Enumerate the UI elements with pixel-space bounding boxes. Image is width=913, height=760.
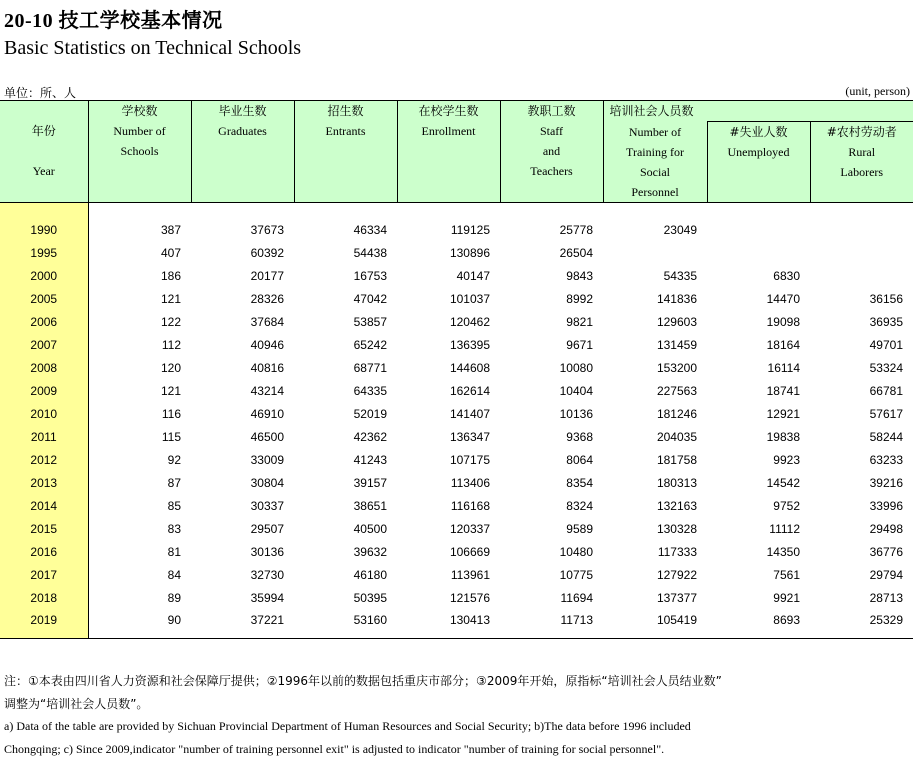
header-training-group xyxy=(603,101,913,122)
header-graduates-en: Graduates xyxy=(218,124,267,138)
cell-entrants: 50395 xyxy=(353,591,387,605)
cell-training: 129603 xyxy=(656,315,697,329)
cell-unemployed: 19098 xyxy=(766,315,800,329)
table-row xyxy=(0,357,913,380)
cell-graduates: 28326 xyxy=(250,292,284,306)
cell-schools: 387 xyxy=(160,223,181,237)
header-entrants-en: Entrants xyxy=(325,124,366,138)
cell-rural: 33996 xyxy=(869,499,903,513)
cell-entrants: 40500 xyxy=(353,522,387,536)
cell-training: 204035 xyxy=(656,430,697,444)
table-row xyxy=(0,472,913,495)
header-schools-cn: 学校数 xyxy=(121,104,158,118)
cell-enrollment: 144608 xyxy=(449,361,490,375)
cell-schools: 112 xyxy=(161,338,181,352)
cell-staff: 11694 xyxy=(560,591,593,605)
header-staff-cn: 教职工数 xyxy=(527,104,576,118)
cell-schools: 87 xyxy=(167,476,181,490)
cell-unemployed: 19838 xyxy=(766,430,800,444)
header-enrollment xyxy=(397,101,500,203)
cell-rural xyxy=(810,265,913,288)
table-row xyxy=(0,219,913,242)
table-row xyxy=(0,541,913,564)
cell-enrollment: 120337 xyxy=(449,522,490,536)
table-row xyxy=(0,334,913,357)
cell-schools: 83 xyxy=(167,522,181,536)
cell-entrants: 64335 xyxy=(353,384,387,398)
cell-entrants: 47042 xyxy=(353,292,387,306)
cell-training: 227563 xyxy=(656,384,697,398)
cell-training: 117333 xyxy=(657,545,697,559)
cell-entrants: 39632 xyxy=(353,545,387,559)
table-row xyxy=(0,449,913,472)
note-cn-line-1: 注：①本表由四川省人力资源和社会保障厅提供；②1996年以前的数据包括重庆市部分；③2009年开始，原指标“培训社会人员结业数” xyxy=(4,674,722,688)
cell-enrollment: 107175 xyxy=(449,453,490,467)
cell-year: 2008 xyxy=(0,357,88,380)
cell-training: 137377 xyxy=(656,591,697,605)
note-en-line-2: Chongqing; c) Since 2009,indicator "number of training personnel exit" is adjusted to indicator "number of training for social personnel". xyxy=(4,742,665,756)
header-staff xyxy=(500,101,603,203)
cell-year: 2013 xyxy=(0,472,88,495)
cell-year: 1995 xyxy=(0,242,88,265)
table-row xyxy=(0,380,913,403)
cell-staff: 9368 xyxy=(566,430,593,444)
cell-enrollment: 119125 xyxy=(450,223,490,237)
header-schools-en1: Number of xyxy=(113,124,166,138)
cell-entrants: 53857 xyxy=(353,315,387,329)
header-training-group-cn: 培训社会人员数 xyxy=(609,104,694,118)
cell-training: 181246 xyxy=(656,407,697,421)
header-training xyxy=(603,122,707,203)
cell-graduates: 29507 xyxy=(250,522,284,536)
cell-rural: 29794 xyxy=(869,568,903,582)
cell-training: 141836 xyxy=(656,292,697,306)
header-staff-en1: Staff xyxy=(539,124,564,138)
page-title-cn: 20-10 技工学校基本情况 xyxy=(4,10,223,32)
page-title-en: Basic Statistics on Technical Schools xyxy=(4,37,302,59)
spacer-cell xyxy=(88,202,913,219)
cell-schools: 116 xyxy=(161,407,181,421)
cell-entrants: 42362 xyxy=(353,430,387,444)
cell-graduates: 40946 xyxy=(250,338,284,352)
cell-schools: 85 xyxy=(167,499,181,513)
statistics-table-container xyxy=(0,100,913,639)
cell-graduates: 43214 xyxy=(250,384,284,398)
header-graduates-cn: 毕业生数 xyxy=(218,104,267,118)
cell-staff: 8354 xyxy=(566,476,593,490)
cell-rural: 63233 xyxy=(869,453,903,467)
cell-entrants: 46180 xyxy=(353,568,387,582)
cell-graduates: 30804 xyxy=(250,476,284,490)
table-row xyxy=(0,403,913,426)
header-graduates xyxy=(191,101,294,203)
header-staff-en2: and xyxy=(542,144,561,158)
cell-rural: 25329 xyxy=(810,610,913,639)
cell-enrollment: 113961 xyxy=(450,568,490,582)
cell-year: 1990 xyxy=(0,219,88,242)
cell-schools: 81 xyxy=(167,545,181,559)
cell-unemployed: 11112 xyxy=(769,522,800,536)
table-body xyxy=(0,202,913,638)
note-en-line-1: a) Data of the table are provided by Sichuan Provincial Department of Human Resources and Social Security; b)The data before 1996 included xyxy=(4,719,691,733)
header-enrollment-en: Enrollment xyxy=(421,124,476,138)
cell-staff: 10404 xyxy=(559,384,593,398)
cell-unemployed: 9752 xyxy=(773,499,800,513)
cell-rural: 66781 xyxy=(869,384,903,398)
cell-unemployed: 6830 xyxy=(773,269,800,283)
header-rural-cn: #农村劳动者 xyxy=(826,125,897,139)
cell-staff: 9843 xyxy=(566,269,593,283)
table-row xyxy=(0,610,913,639)
cell-graduates: 20177 xyxy=(250,269,284,283)
cell-staff: 10080 xyxy=(559,361,593,375)
cell-enrollment: 113406 xyxy=(450,476,490,490)
table-row xyxy=(0,311,913,334)
cell-entrants: 41243 xyxy=(353,453,387,467)
table-row xyxy=(0,288,913,311)
cell-entrants: 16753 xyxy=(353,269,387,283)
cell-schools: 186 xyxy=(160,269,181,283)
statistics-table xyxy=(0,100,913,639)
cell-staff: 26504 xyxy=(559,246,593,260)
cell-graduates: 60392 xyxy=(250,246,284,260)
cell-entrants: 54438 xyxy=(353,246,387,260)
cell-rural xyxy=(810,219,913,242)
cell-unemployed: 18741 xyxy=(766,384,800,398)
cell-training: 153200 xyxy=(656,361,697,375)
cell-training: 181758 xyxy=(656,453,697,467)
cell-training xyxy=(603,242,707,265)
table-row xyxy=(0,518,913,541)
cell-unemployed: 14470 xyxy=(766,292,800,306)
cell-enrollment: 162614 xyxy=(449,384,490,398)
cell-year: 2017 xyxy=(0,564,88,587)
cell-entrants: 52019 xyxy=(353,407,387,421)
unit-label-en: (unit, person) xyxy=(845,84,910,98)
cell-staff: 9821 xyxy=(566,315,593,329)
cell-training: 54335 xyxy=(663,269,697,283)
header-year-en: Year xyxy=(32,164,55,179)
cell-entrants: 38651 xyxy=(353,499,387,513)
cell-enrollment: 121576 xyxy=(449,591,490,605)
header-unemployed-en: Unemployed xyxy=(727,145,790,159)
cell-enrollment: 141407 xyxy=(449,407,490,421)
cell-year: 2012 xyxy=(0,449,88,472)
cell-rural: 29498 xyxy=(869,522,903,536)
cell-graduates: 46910 xyxy=(250,407,284,421)
cell-enrollment: 130413 xyxy=(397,610,500,639)
cell-year: 2005 xyxy=(0,288,88,311)
cell-year: 2007 xyxy=(0,334,88,357)
cell-training: 132163 xyxy=(656,499,697,513)
cell-unemployed xyxy=(707,242,810,265)
cell-year: 2014 xyxy=(0,495,88,518)
header-training-en4: Personnel xyxy=(631,184,679,199)
cell-staff: 8064 xyxy=(566,453,593,467)
cell-unemployed: 9921 xyxy=(773,591,800,605)
cell-rural: 36156 xyxy=(869,292,903,306)
header-unemployed xyxy=(707,122,810,203)
cell-enrollment: 40147 xyxy=(456,269,490,283)
cell-schools: 407 xyxy=(160,246,181,260)
cell-staff: 9671 xyxy=(566,338,593,352)
cell-graduates: 30337 xyxy=(250,499,284,513)
cell-enrollment: 101037 xyxy=(449,292,490,306)
header-training-en1: Number of xyxy=(628,124,682,139)
cell-staff: 11713 xyxy=(500,610,603,639)
cell-year: 2018 xyxy=(0,587,88,610)
header-staff-en3: Teachers xyxy=(530,164,573,178)
cell-unemployed: 9923 xyxy=(773,453,800,467)
cell-unemployed xyxy=(707,219,810,242)
cell-year: 2000 xyxy=(0,265,88,288)
cell-training: 180313 xyxy=(656,476,697,490)
cell-unemployed: 14542 xyxy=(766,476,800,490)
unit-label-cn: 单位：所、人 xyxy=(4,86,77,100)
cell-graduates: 37221 xyxy=(191,610,294,639)
cell-year: 2006 xyxy=(0,311,88,334)
cell-staff: 10775 xyxy=(559,568,593,582)
header-year xyxy=(0,101,88,203)
header-row xyxy=(0,101,913,122)
header-enrollment-cn: 在校学生数 xyxy=(418,104,479,118)
cell-graduates: 40816 xyxy=(250,361,284,375)
spacer-year-cell xyxy=(0,202,88,219)
cell-schools: 121 xyxy=(160,292,181,306)
cell-rural: 58244 xyxy=(869,430,903,444)
cell-schools: 84 xyxy=(167,568,181,582)
cell-year: 2019 xyxy=(0,610,88,639)
cell-unemployed: 7561 xyxy=(773,568,800,582)
cell-training: 127922 xyxy=(656,568,697,582)
cell-unemployed: 14350 xyxy=(766,545,800,559)
cell-entrants: 65242 xyxy=(353,338,387,352)
cell-graduates: 32730 xyxy=(250,568,284,582)
cell-rural: 57617 xyxy=(869,407,903,421)
table-row xyxy=(0,587,913,610)
cell-schools: 90 xyxy=(88,610,191,639)
cell-schools: 115 xyxy=(161,430,181,444)
table-row xyxy=(0,242,913,265)
cell-year: 2011 xyxy=(0,426,88,449)
header-entrants xyxy=(294,101,397,203)
cell-rural: 36776 xyxy=(869,545,903,559)
cell-staff: 9589 xyxy=(566,522,593,536)
header-training-en2: Training for xyxy=(626,144,684,159)
cell-graduates: 46500 xyxy=(250,430,284,444)
cell-schools: 120 xyxy=(160,361,181,375)
cell-graduates: 37684 xyxy=(250,315,284,329)
cell-unemployed: 8693 xyxy=(707,610,810,639)
header-entrants-cn: 招生数 xyxy=(327,104,364,118)
cell-year: 2010 xyxy=(0,403,88,426)
cell-staff: 25778 xyxy=(559,223,593,237)
cell-year: 2015 xyxy=(0,518,88,541)
cell-enrollment: 136347 xyxy=(449,430,490,444)
cell-rural: 28713 xyxy=(869,591,903,605)
cell-rural xyxy=(810,242,913,265)
cell-entrants: 68771 xyxy=(353,361,387,375)
cell-staff: 10136 xyxy=(559,407,593,421)
cell-rural: 49701 xyxy=(869,338,903,352)
cell-enrollment: 130896 xyxy=(449,246,490,260)
cell-graduates: 33009 xyxy=(250,453,284,467)
cell-unemployed: 12921 xyxy=(766,407,800,421)
cell-entrants: 53160 xyxy=(294,610,397,639)
header-training-en3: Social xyxy=(640,164,670,179)
header-unemployed-cn: #失业人数 xyxy=(729,125,788,139)
cell-rural: 53324 xyxy=(869,361,903,375)
cell-enrollment: 136395 xyxy=(449,338,490,352)
cell-rural: 39216 xyxy=(869,476,903,490)
cell-graduates: 30136 xyxy=(250,545,284,559)
header-rural-en1: Rural xyxy=(848,145,876,159)
cell-enrollment: 116168 xyxy=(450,499,490,513)
table-spacer-row xyxy=(0,202,913,219)
cell-training: 105419 xyxy=(603,610,707,639)
header-schools xyxy=(88,101,191,203)
cell-schools: 122 xyxy=(160,315,181,329)
cell-year: 2016 xyxy=(0,541,88,564)
header-schools-en2: Schools xyxy=(120,144,159,158)
cell-training: 23049 xyxy=(663,223,697,237)
cell-schools: 92 xyxy=(167,453,181,467)
cell-entrants: 46334 xyxy=(353,223,387,237)
table-row xyxy=(0,564,913,587)
table-row xyxy=(0,265,913,288)
note-cn-line-2: 调整为“培训社会人员数”。 xyxy=(4,697,149,711)
header-rural xyxy=(810,122,913,203)
cell-enrollment: 106669 xyxy=(449,545,490,559)
table-row xyxy=(0,426,913,449)
cell-rural: 36935 xyxy=(869,315,903,329)
cell-enrollment: 120462 xyxy=(449,315,490,329)
cell-training: 130328 xyxy=(656,522,697,536)
cell-staff: 8992 xyxy=(566,292,593,306)
cell-year: 2009 xyxy=(0,380,88,403)
cell-training: 131459 xyxy=(656,338,697,352)
cell-staff: 8324 xyxy=(566,499,593,513)
cell-unemployed: 16114 xyxy=(767,361,800,375)
header-rural-en2: Laborers xyxy=(840,165,884,179)
cell-staff: 10480 xyxy=(559,545,593,559)
cell-unemployed: 18164 xyxy=(766,338,800,352)
cell-graduates: 35994 xyxy=(250,591,284,605)
cell-schools: 121 xyxy=(160,384,181,398)
cell-graduates: 37673 xyxy=(250,223,284,237)
cell-schools: 89 xyxy=(167,591,181,605)
header-year-cn: 年份 xyxy=(31,124,56,139)
cell-entrants: 39157 xyxy=(353,476,387,490)
table-row xyxy=(0,495,913,518)
